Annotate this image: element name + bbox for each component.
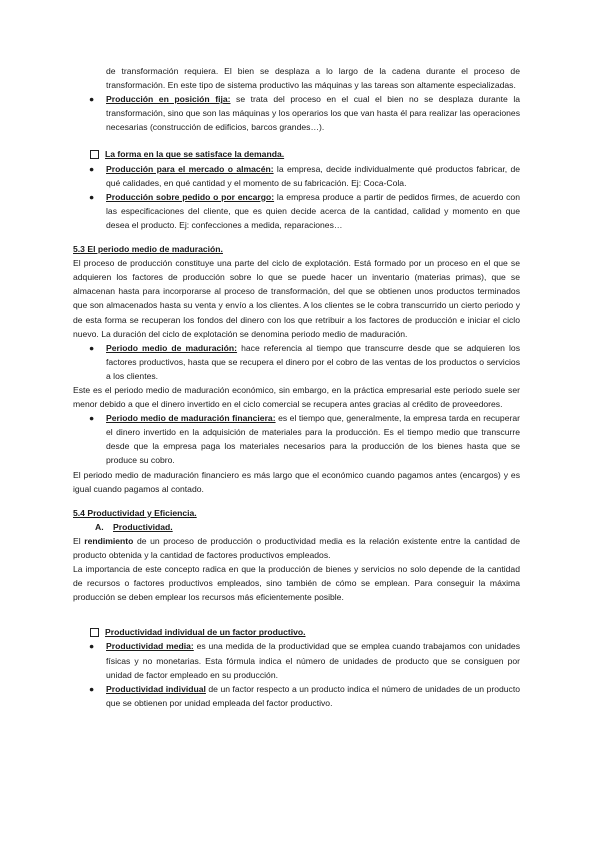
subheading-a xyxy=(73,520,520,534)
bullet-term: Producción en posición fija: xyxy=(106,94,231,105)
bullet-text: la empresa, decide individualmente qué productos fabricar, de qué calidades, en qué cantidad y el momento de su fabricación. Ej: Coca-Cola. xyxy=(106,163,521,188)
bullet-text: la empresa produce a partir de pedidos firmes, de acuerdo con las especificaciones del cliente, que es quien decide acerca de la cantidad, calidad y momento en que desea el producto. Ej: confecciones a medida, reparaciones… xyxy=(106,191,520,230)
subheading-letter: A. xyxy=(95,521,104,532)
bullet-dot-icon: ● xyxy=(89,191,95,202)
paragraph-importancia: La importancia de este concepto radica en que la producción de bienes y servicios no solo depende de la cantidad de recursos o factores productivos empleados, sino también de cómo se emplean. Para conseguir la máxima producción se deben emplear los recursos más eficientemente posible. xyxy=(73,564,520,603)
paragraph-economico: Este es el periodo medio de maduración económico, sin embargo, en la práctica empresarial este periodo suele ser menor debido a que el dinero invertido en el ciclo comercial se recupera antes gracias al crédito de proveedores. xyxy=(73,384,520,410)
bullet-item-financiero xyxy=(73,411,520,467)
bullet-item-posicion-fija xyxy=(73,92,520,134)
checkbox-row-demanda xyxy=(73,147,520,161)
bullet-term: Productividad media: xyxy=(106,641,194,652)
bullet-list-fija xyxy=(73,92,520,134)
bullet-text: hace referencia al tiempo que transcurre desde que se adquieren los factores productivos, hasta que se recupera el dinero por el cobro de las ventas de los productos o servicios a los clientes. xyxy=(106,342,520,381)
bullet-item-pmm xyxy=(73,341,520,383)
paragraph-continuation: de transformación requiera. El bien se desplaza a lo largo de la cadena durante el proceso de transformación. En este tipo de sistema productivo las máquinas y las tareas son altamente especializadas. xyxy=(106,66,520,91)
checkbox-icon xyxy=(90,628,99,637)
checkbox-icon xyxy=(90,150,99,159)
bullet-text: de un factor respecto a un producto indica el número de unidades de un producto que se obtienen por unidad empleada del factor productivo. xyxy=(106,683,520,708)
bullet-term: Producción para el mercado o almacén: xyxy=(106,163,274,174)
bullet-item-almacen xyxy=(73,162,520,190)
bullet-text: es el tiempo que, generalmente, la empresa tarda en recuperar el dinero invertido en la adquisición de materiales para la producción. Es el tiempo medio que transcurre desde que la empresa paga los materiales necesarios para la producción de los bienes hasta que se produce su cobro. xyxy=(106,413,520,466)
bullet-text: es una medida de la productividad que se emplea cuando trabajamos con unidades físicas y no monetarias. Esta fórmula indica el número de unidades de producto que se consiguen por unidad de factor empleado en su producción. xyxy=(106,641,520,680)
checkbox-label: Productividad individual de un factor productivo. xyxy=(105,627,306,638)
bullet-list-productividad xyxy=(73,639,520,709)
bullet-item-productividad-individual xyxy=(73,682,520,710)
bullet-term: Periodo medio de maduración: xyxy=(106,342,238,353)
bullet-dot-icon: ● xyxy=(89,683,95,694)
bullet-dot-icon: ● xyxy=(89,641,95,652)
bullet-item-encargo xyxy=(73,190,520,232)
section-heading-5-4: 5.4 Productividad y Eficiencia. xyxy=(73,507,197,518)
bullet-list-demanda xyxy=(73,162,520,232)
paragraph-financiero: El periodo medio de maduración financiero es más largo que el económico cuando pagamos antes (encargos) y es igual cuando pagamos al contado. xyxy=(73,469,520,494)
bullet-term: Productividad individual xyxy=(106,683,206,694)
text-fragment: de un proceso de producción o productividad media es la relación existente entre la cantidad de producto obtenida y la cantidad de factores productivos empleados. xyxy=(73,535,520,560)
bold-term: rendimiento xyxy=(84,535,134,546)
paragraph-rendimiento xyxy=(73,534,520,562)
bullet-item-productividad-media xyxy=(73,639,520,681)
bullet-list-pmm xyxy=(73,341,520,383)
bullet-dot-icon: ● xyxy=(89,163,95,174)
bullet-text: se trata del proceso en el cual el bien no se desplaza durante la transformación, sino que son las máquinas y los operarios los que van hasta él para realizar las operaciones necesarias (construcción de edificios, barcos grandes…). xyxy=(106,94,521,133)
subheading-title: Productividad. xyxy=(113,521,173,532)
bullet-dot-icon: ● xyxy=(89,94,95,105)
checkbox-row-individual xyxy=(73,625,520,639)
section-heading-5-3: 5.3 El periodo medio de maduración. xyxy=(73,244,223,255)
bullet-dot-icon: ● xyxy=(89,413,95,424)
bullet-term: Periodo medio de maduración financiera: xyxy=(106,413,276,424)
bullet-list-financiero xyxy=(73,411,520,467)
checkbox-label: La forma en la que se satisface la demanda. xyxy=(105,149,285,160)
bullet-dot-icon: ● xyxy=(89,342,95,353)
paragraph-ciclo-explotacion: El proceso de producción constituye una parte del ciclo de explotación. Está formado por un proceso en el que se adquieren los factores de producción sobre lo que se puede hacer un inventario (materias primas), que se almacenan hasta para incorporarse al proceso de transformación, del que se obtienen unos productos terminados que son almacenados hasta su venta y envío a los clientes. A los clientes se le cobra transcurrido un cierto periodo y de esta forma se recuperan los fondos del dinero con los que retribuir a los factores de producción e iniciar el ciclo nuevo. La duración del ciclo de explotación se denomina periodo medio de maduración. xyxy=(73,258,520,339)
text-fragment: El xyxy=(73,535,85,546)
bullet-term: Producción sobre pedido o por encargo: xyxy=(106,191,275,202)
